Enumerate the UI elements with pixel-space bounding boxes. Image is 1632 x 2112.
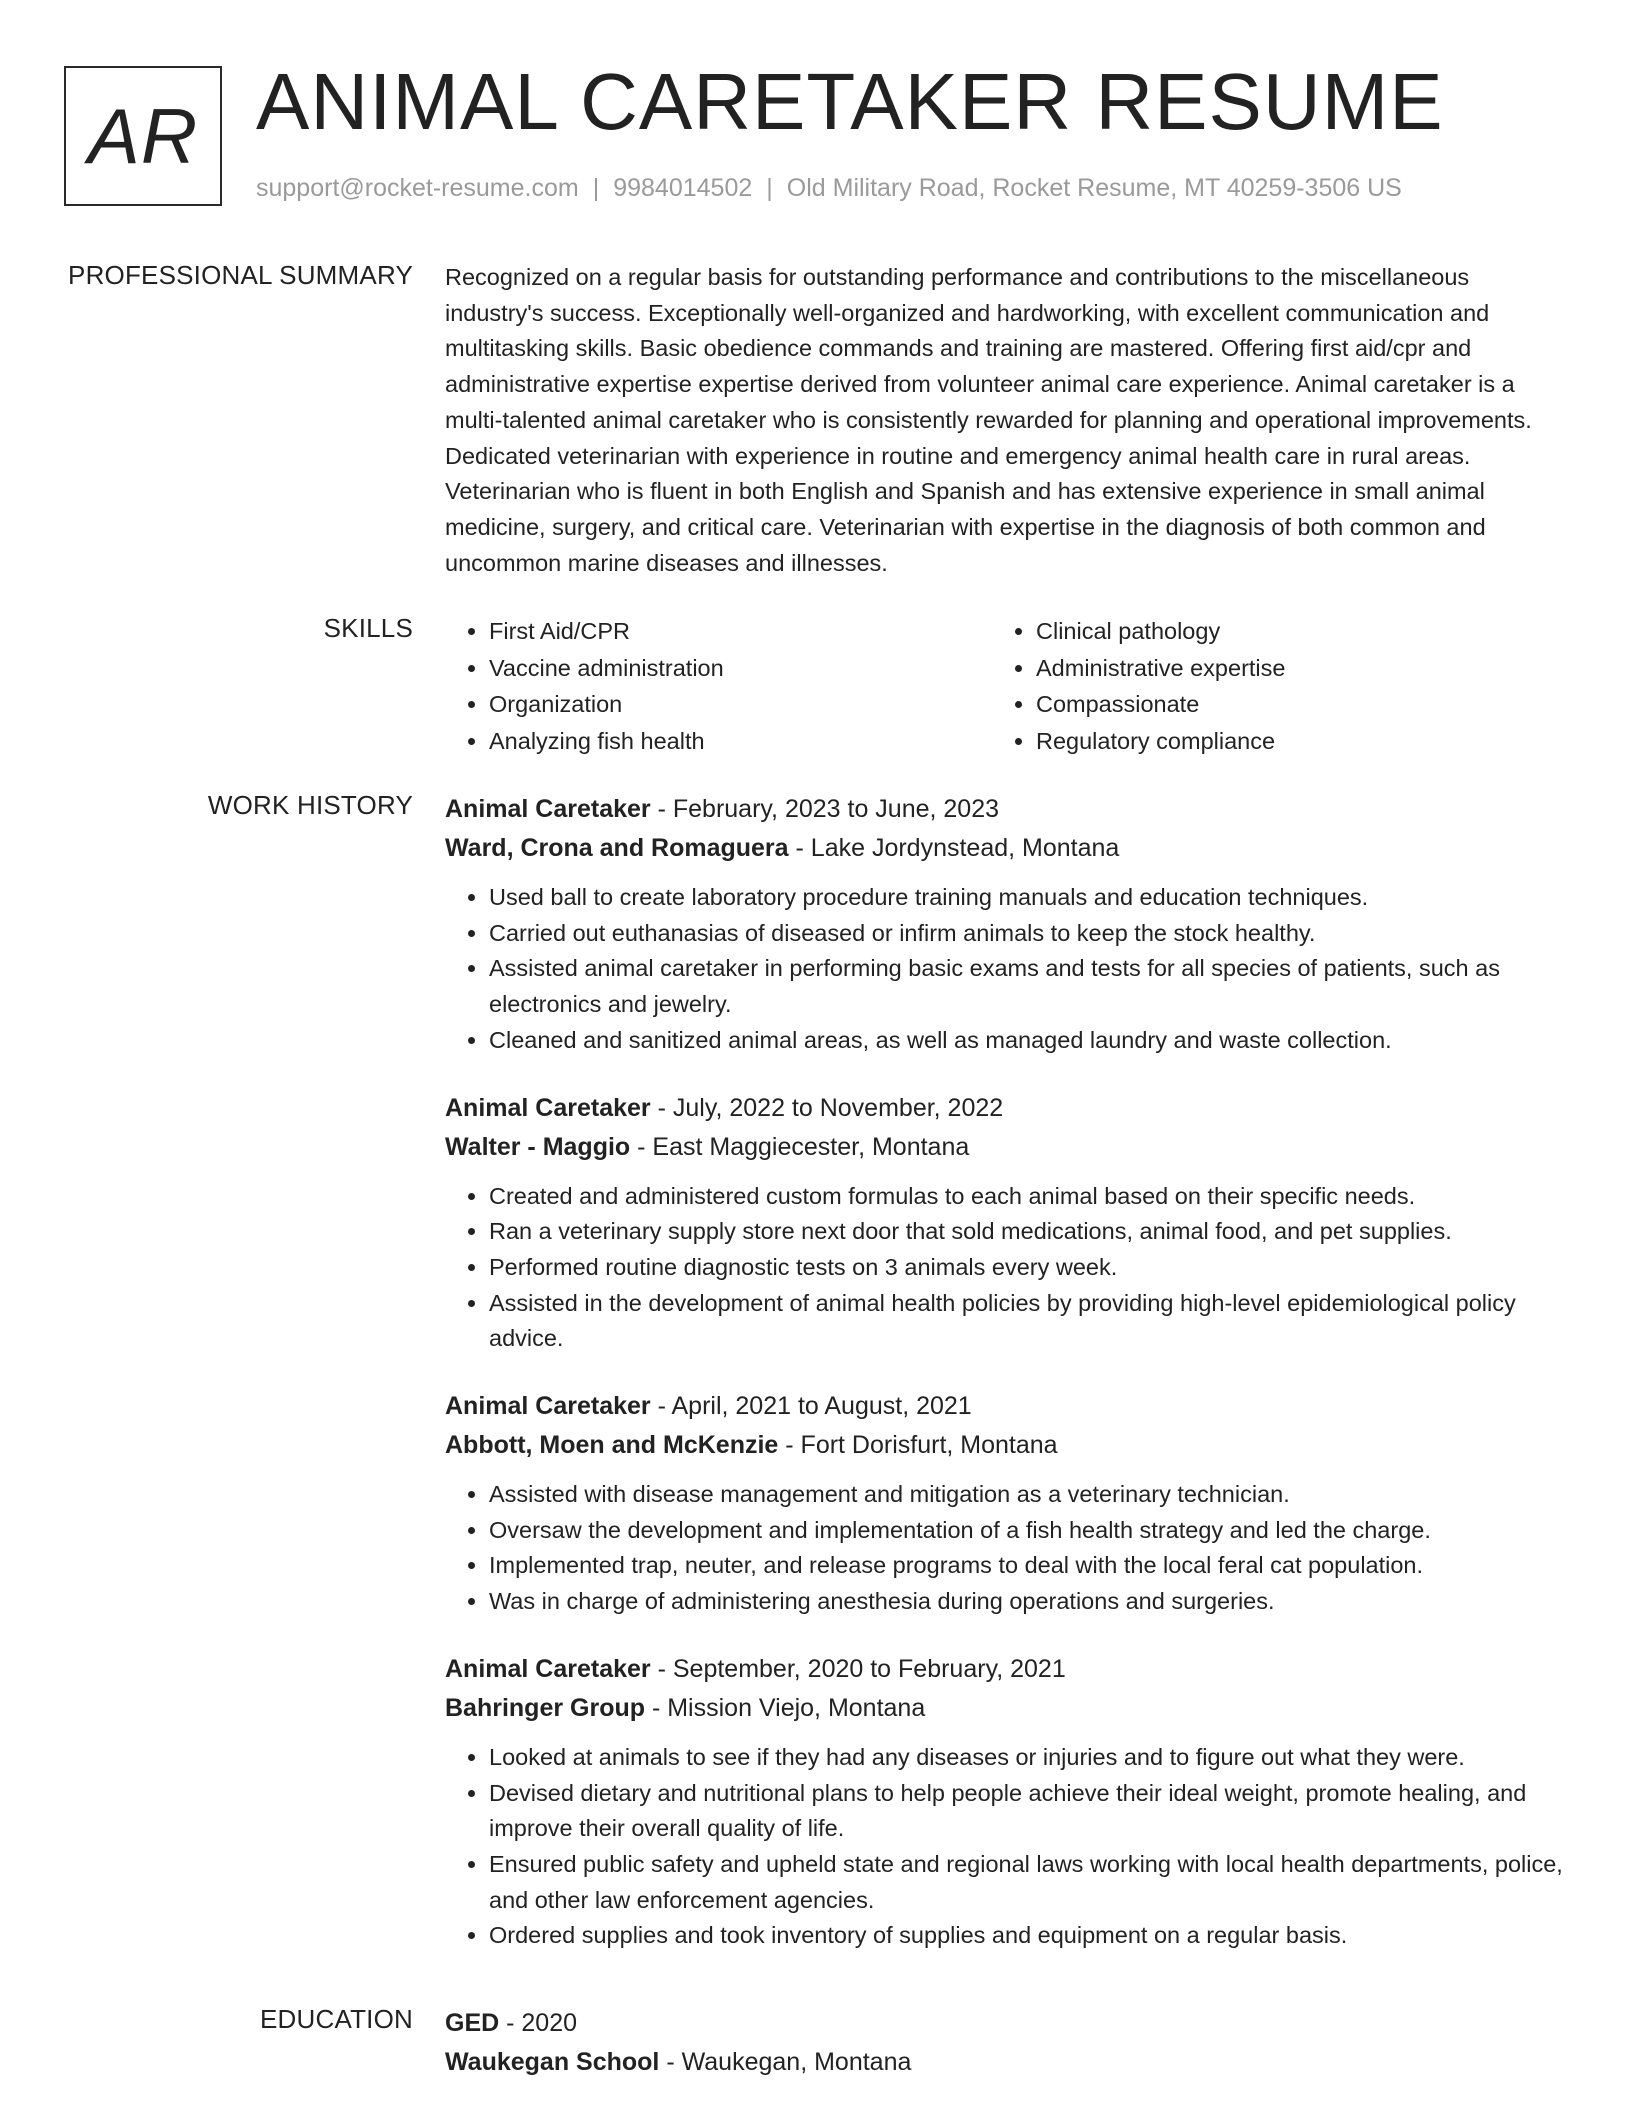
skills-heading: SKILLS	[323, 613, 413, 643]
work-history-heading: WORK HISTORY	[207, 790, 413, 820]
job-entry	[445, 1387, 1565, 1620]
job-title: Animal Caretaker	[445, 795, 651, 823]
monogram-box	[64, 66, 222, 206]
skill-item: • Analyzing fish health	[489, 723, 992, 760]
job-list	[445, 790, 1565, 1984]
job-title-line	[445, 1650, 1565, 1689]
job-title-line	[445, 1387, 1565, 1426]
job-bullet: • Ordered supplies and took inventory of supplies and equipment on a regular basis.	[489, 1918, 1565, 1954]
education-degree: GED	[445, 2009, 500, 2037]
education-school-line	[445, 2043, 1565, 2082]
skill-item: • First Aid/CPR	[489, 613, 992, 650]
job-bullet: • Ran a veterinary supply store next door that sold medications, animal food, and pet supplies.	[489, 1214, 1565, 1250]
skill-item: • Organization	[489, 686, 992, 723]
education-location: - Waukegan, Montana	[659, 2048, 912, 2076]
job-bullets	[445, 1477, 1565, 1620]
skill-item: • Compassionate	[1036, 686, 1539, 723]
job-title: Animal Caretaker	[445, 1654, 651, 1683]
job-company-line	[445, 1426, 1565, 1465]
job-bullets	[445, 880, 1565, 1059]
education-entry	[445, 2004, 1565, 2082]
job-dates: - September, 2020 to February, 2021	[650, 1654, 1066, 1683]
job-company-line	[445, 1689, 1565, 1728]
contact-phone: 9984014502	[613, 174, 753, 202]
job-bullet: • Oversaw the development and implementation of a fish health strategy and led the charge.	[489, 1513, 1565, 1549]
job-bullet: • Assisted in the development of animal health policies by providing high-level epidemiological policy advice.	[489, 1286, 1565, 1357]
job-bullet: • Was in charge of administering anesthesia during operations and surgeries.	[489, 1584, 1565, 1620]
job-bullet: • Created and administered custom formulas to each animal based on their specific needs.	[489, 1179, 1565, 1215]
skills-list-right	[992, 613, 1539, 759]
job-company: Abbott, Moen and McKenzie	[445, 1431, 779, 1460]
job-company: Walter - Maggio	[445, 1132, 631, 1161]
job-title-line	[445, 790, 1565, 829]
job-title: Animal Caretaker	[445, 1093, 651, 1122]
job-bullet: • Performed routine diagnostic tests on 3 animals every week.	[489, 1250, 1565, 1286]
job-location: - Lake Jordynstead, Montana	[788, 834, 1120, 862]
job-bullets	[445, 1740, 1565, 1954]
contact-line	[256, 174, 1402, 203]
job-entry	[445, 1650, 1565, 1954]
page-title: ANIMAL CARETAKER RESUME	[256, 57, 1444, 146]
skill-item: • Vaccine administration	[489, 650, 992, 687]
job-dates: - July, 2022 to November, 2022	[650, 1093, 1004, 1122]
job-bullets	[445, 1179, 1565, 1358]
summary-heading: PROFESSIONAL SUMMARY	[68, 260, 413, 290]
job-location: - East Maggiecester, Montana	[630, 1132, 970, 1161]
job-bullet: • Looked at animals to see if they had any diseases or injuries and to figure out what they were.	[489, 1740, 1565, 1776]
skill-item: • Regulatory compliance	[1036, 723, 1539, 760]
skill-item: • Clinical pathology	[1036, 613, 1539, 650]
education-heading: EDUCATION	[260, 2004, 413, 2034]
job-bullet: • Ensured public safety and upheld state and regional laws working with local health departments, police, and other law enforcement agencies.	[489, 1847, 1565, 1918]
summary-text: Recognized on a regular basis for outstanding performance and contributions to the miscellaneous industry's success. Exceptionally well-organized and hardworking, with excellent communication and multitasking skills. Basic obedience commands and training are mastered. Offering first aid/cpr and administrative expertise expertise derived from volunteer animal care experience. Animal caretaker is a multi-talented animal caretaker who is consistently rewarded for planning and operational improvements. Dedicated veterinarian with experience in routine and emergency animal health care in rural areas. Veterinarian who is fluent in both English and Spanish and has extensive experience in small animal medicine, surgery, and critical care. Veterinarian with expertise in the diagnosis of both common and uncommon marine diseases and illnesses.	[445, 264, 1532, 576]
job-bullet: • Cleaned and sanitized animal areas, as well as managed laundry and waste collection.	[489, 1023, 1565, 1059]
job-company-line	[445, 1128, 1565, 1167]
job-entry	[445, 790, 1565, 1059]
job-location: - Mission Viejo, Montana	[645, 1693, 926, 1722]
job-company: Bahringer Group	[445, 1693, 646, 1722]
job-company: Ward, Crona and Romaguera	[445, 834, 789, 862]
skill-item: • Administrative expertise	[1036, 650, 1539, 687]
job-bullet: • Implemented trap, neuter, and release programs to deal with the local feral cat population.	[489, 1548, 1565, 1584]
education-year: - 2020	[499, 2009, 578, 2037]
contact-email: support@rocket-resume.com	[256, 174, 579, 202]
job-bullet: • Devised dietary and nutritional plans to help people achieve their ideal weight, promote healing, and improve their overall quality of life.	[489, 1776, 1565, 1847]
job-bullet: • Assisted animal caretaker in performing basic exams and tests for all species of patients, such as electronics and jewelry.	[489, 951, 1565, 1022]
job-entry	[445, 1089, 1565, 1358]
education-school: Waukegan School	[445, 2048, 660, 2076]
education-degree-line	[445, 2004, 1565, 2043]
job-title-line	[445, 1089, 1565, 1128]
skills-grid	[445, 613, 1565, 759]
contact-separator: |	[592, 174, 600, 202]
skills-list-left	[445, 613, 992, 759]
job-company-line	[445, 829, 1565, 868]
job-dates: - April, 2021 to August, 2021	[650, 1392, 972, 1421]
job-bullet: • Used ball to create laboratory procedure training manuals and education techniques.	[489, 880, 1565, 916]
job-bullet: • Assisted with disease management and mitigation as a veterinary technician.	[489, 1477, 1565, 1513]
job-dates: - February, 2023 to June, 2023	[650, 795, 1000, 823]
initials: AR	[87, 91, 199, 180]
contact-address: Old Military Road, Rocket Resume, MT 40259-3506 US	[786, 174, 1402, 202]
job-title: Animal Caretaker	[445, 1392, 651, 1421]
job-location: - Fort Dorisfurt, Montana	[778, 1431, 1058, 1460]
contact-separator: |	[766, 174, 773, 202]
job-bullet: • Carried out euthanasias of diseased or infirm animals to keep the stock healthy.	[489, 916, 1565, 952]
